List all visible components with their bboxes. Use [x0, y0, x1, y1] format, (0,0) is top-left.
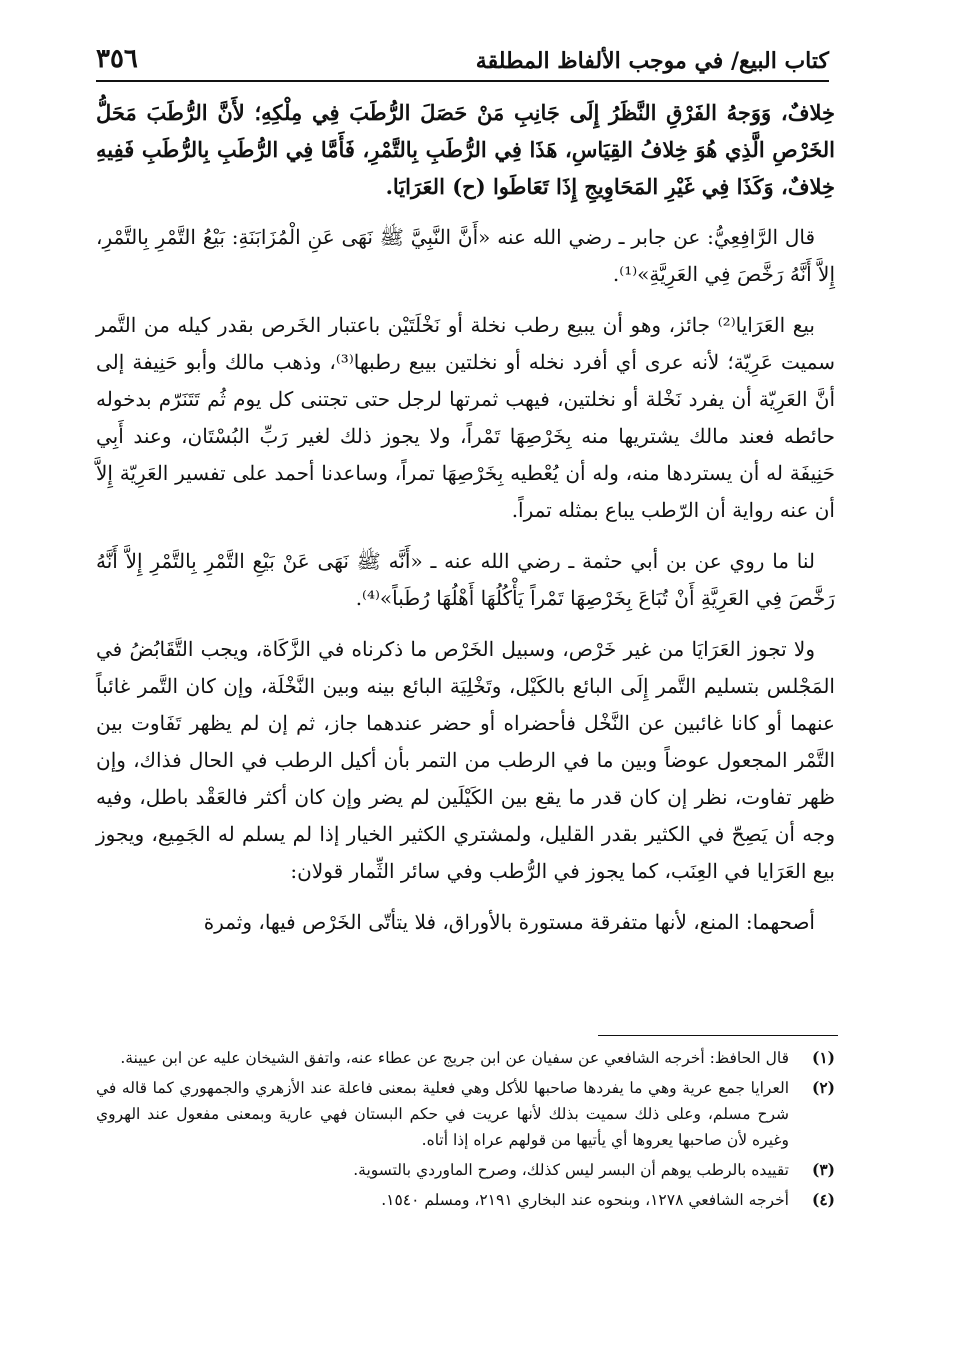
- header-title: كتاب البيع/ في موجب الألفاظ المطلقة: [475, 48, 829, 74]
- footnote-number: (١): [811, 1048, 835, 1067]
- footnote-text: أخرجه الشافعي ١٢٧٨، وبنحوه عند البخاري ٢١٩١، ومسلم ١٥٤٠.: [381, 1191, 789, 1209]
- footnote-divider: [598, 1035, 838, 1036]
- page-number: ٣٥٦: [96, 44, 138, 74]
- paragraph-5: ولا تجوز العَرَايَا من غير خَرْص، وسبيل الخَرْص ما ذكرناه في الزَّكَاة، ويجب التَّقَابُضُ في المَجْلس بتسليم التَّمر إِلَى البائع بالكَيْل، وتَخْلِيَة البائع بينه وبين النَّخْلَة، وإن كان التَّمر غائباً عنهما أو كانا غائبين عن النَّخْل فأحضراه أو حضر عندهما جاز، ثم إن لم يظهر تَفَاوت بين التَّمْر المجعول عوضاً وبين ما في الرطب من التمر بأن أكيل الرطب في الحال فذاك، وإن ظهر تفاوت، نظر إن كان قدر ما يقع بين الكَيْلَين لم يضر وإن كان أكثر فالعَقْد باطل، وفيه وجه أن يَصِحّ في الكثير بقدر القليل، ولمشتري الكثير الخيار إذا لم يسلم له الجَمِيع، ويجوز بيع العَرَايا في العِنَب، كما يجوز في الرُّطب وفي سائر الثِّمار قولان:: [96, 637, 835, 883]
- footnote-item: [96, 1187, 835, 1213]
- footnotes: [96, 1045, 835, 1217]
- footnote-item: [96, 1157, 835, 1183]
- footnote-number: (٢): [811, 1078, 835, 1097]
- paragraph-1: خِلافٌ، وَوَجهُ الفَرْقِ النَّظَرُ إِلَى جَانِبِ مَنْ حَصَلَ الرُّطَبَ فِي مِلْكِهِ؛ لأَنَّ الرُّطَبَ مَحَلُّ الخَرْصِ الَّذِي هُوَ خِلافُ القِيَاسِ، هَذَا فِي الرُّطَبِ بِالتَّمْرِ، فَأَمَّا فِي الرُّطَبِ بِالرُّطَبِ فَفِيهِ خِلافٌ، وَكَذَا فِي غَيْرِ المَحَاوِيجِ إِذَا تَعَاطَوا (ح) العَرَايَا.: [96, 100, 835, 199]
- paragraph-2: قال الرَّافِعِيُّ: عن جابر ـ رضي الله عنه «أَنَّ النَّبِيَّ ﷺ نَهَى عَنِ الْمُزَابَنَةِ: بَيْعُ التَّمْرِ بِالتَّمْرِ، إِلاَّ أَنَّهُ رَخَّصَ فِي العَرِيَّةِ»⁽¹⁾.: [96, 225, 835, 286]
- footnote-number: (٣): [811, 1160, 835, 1179]
- footnote-text: تقييده بالرطب يوهم أن البسر ليس كذلك، وصرح الماوردي بالتسوية.: [353, 1161, 789, 1179]
- footnote-number: (٤): [811, 1190, 835, 1209]
- running-header: [96, 30, 829, 82]
- paragraph-3: بيع العَرَايا⁽²⁾ جائز، وهو أن يبيع رطب نخلة أو نَخْلَتَيْن باعتبار الخَرص بقدر كيله من التَّمر سميت عَرِيّة؛ لأنه عرى أي أفرد نخله أو نخلتين بيبع رطبها⁽³⁾، وذهب مالك وأبو حَنِيفة إلى أنَّ العَرِيّة أن يفرد نَخْلة أو نخلتين، فيهب ثمرتها لرجل حتى تجتنى كل يوم ثُم تَتَنَرّم بدخوله حائطه فعند مالك يشتريها منه بِخَرْصِهَا تَمْراً، ولا يجوز ذلك لغير رَبِّ البُسْتَان، وعند أَبِي حَنِيفَة له أن يستردها منه، وله أن يُعْطيه بِخَرْصِهَا تمراً، وساعدنا أحمد على تفسير العَرِيّة إِلاَّ أن عنه رواية أن الرّطب يباع بمثله تمراً.: [96, 313, 835, 522]
- footnote-text: العرايا جمع عرية وهي ما يفردها صاحبها للأكل وهي فعلية بمعنى فاعلة عند الأزهري والجمهوري كما قاله في شرح مسلم، وعلى ذلك سميت بذلك لأنها عريت في حكم البستان فهي عارية وبمعنى مفعول عند الهروي وغيره لأن صاحبها يعروها أي يأتيها من قولهم عراه إذا أتاه.: [96, 1079, 789, 1149]
- footnote-item: [96, 1045, 835, 1071]
- main-text: [96, 94, 835, 955]
- footnote-text: قال الحافظ: أخرجه الشافعي عن سفيان عن ابن جريج عن عطاء عنه، واتفق الشيخان عليه عن ابن عيينة.: [120, 1049, 789, 1067]
- paragraph-4: لنا ما روي عن بن أبي حثمة ـ رضي الله عنه ـ «أَنَّه ﷺ نَهَى عَنْ بَيْعِ التَّمْرِ بِالتَّمْرِ إِلاَّ أَنَّهُ رَخَّصَ فِي العَرِيَّةِ أَنْ تُبَاعَ بِخَرْصِهَا تَمْراً يَأْكُلُهَا أَهْلُهَا رُطَباً»⁽⁴⁾.: [96, 549, 835, 610]
- paragraph-6: أصحهما: المنع، لأنها متفرقة مستورة بالأوراق، فلا يتأتّى الخَرْص فيها، وثمرة: [203, 910, 815, 934]
- footnote-item: [96, 1075, 835, 1153]
